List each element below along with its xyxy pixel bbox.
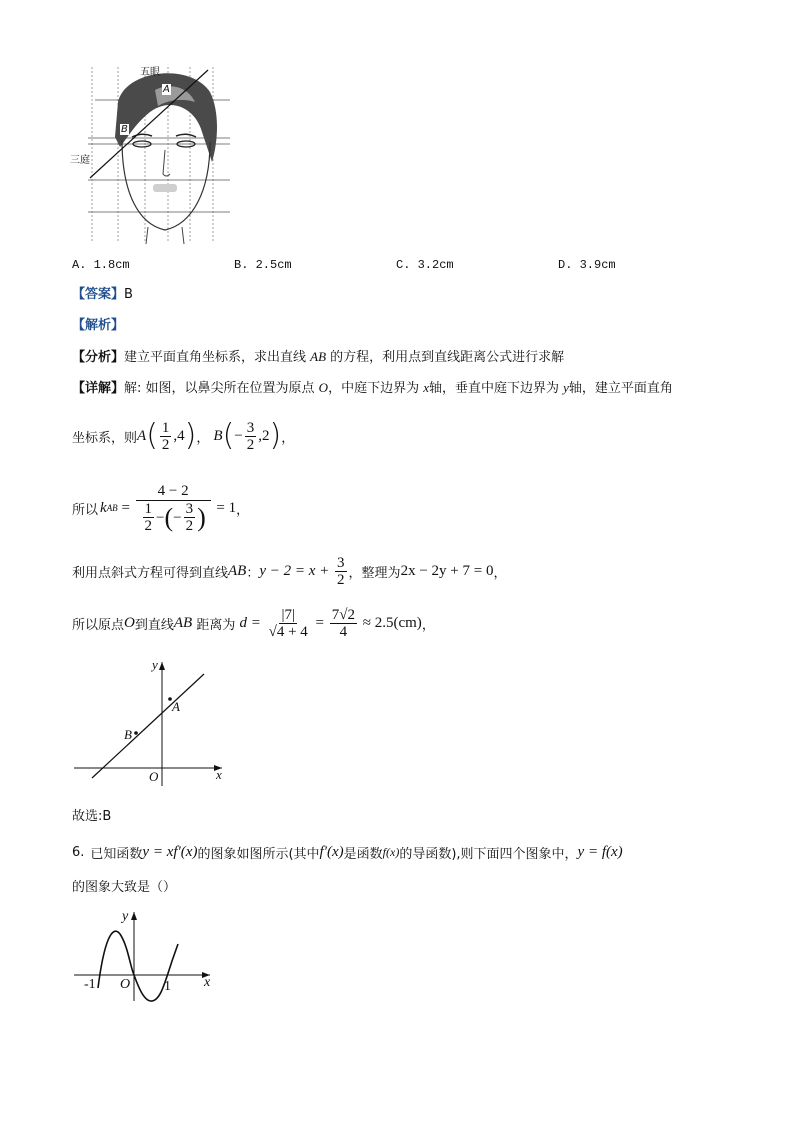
slope-den-minus: − [156,509,165,526]
q6-text-3: 是函数 [343,846,383,862]
slope-den-frac-b [184,501,196,534]
xiangjie-o: O [318,380,329,395]
cubic-graph [72,906,222,1006]
line-eq-general: 2x − 2y + 7 = 0 [400,562,494,579]
distance-num-1: |7| [281,606,295,623]
line-graph-svg [72,656,232,786]
distance-den-2: 4 [339,623,348,640]
slope-inner-neg: − [173,509,182,526]
slope-line [72,474,249,542]
option-b: B. 2.5cm [234,258,292,272]
slope-den-frac-a [143,501,155,534]
portrait-label-left: 三庭 [70,155,90,166]
answer-value: B [124,287,133,302]
distance-text-1: 所以原点 [72,617,125,633]
b-num: 3 [246,419,255,436]
answer-line [72,286,133,304]
distance-fraction-1 [267,607,310,640]
fenxi-text-1: 建立平面直角坐标系，求出直线 [124,350,311,365]
slope-eq: = [117,499,134,516]
xiangjie-text-3: 轴，垂直中庭下边界为 [428,381,564,396]
slope-paren-close: ) [197,502,206,532]
xiangjie-x: x [423,380,429,395]
paren-close-a: ) [184,418,197,453]
q6-func-4: y = f(x) [577,843,623,860]
xiangjie-line-1 [72,379,673,398]
xiangjie-line-2 [72,416,294,456]
point-b-label: B [213,427,223,444]
line-equation [72,551,506,591]
paren-close-b: ) [269,418,282,453]
distance-den-1: √4 + 4 [268,623,308,640]
point-a-label: A [137,427,147,444]
slope-num: 4 − 2 [136,482,211,501]
slope-den-a: 1 [144,501,152,517]
slope-prefix: 所以 [72,502,99,518]
portrait-figure [70,62,230,244]
portrait-label-top: 五眼 [140,67,160,78]
portrait-svg [70,62,230,244]
slope-k: k [100,499,107,516]
b-den: 2 [246,436,255,453]
slope-den [139,501,208,534]
graph1-b-label: B [124,727,132,742]
q6-func-2: f′(x) [319,843,344,860]
graph1-o-label: O [149,769,159,784]
coord-sep: ， [196,430,210,446]
a-den: 2 [161,436,170,453]
fenxi-tag: 【分析】 [72,350,125,365]
fenxi-ab: AB [310,349,327,364]
line-eq-text-1: 利用点斜式方程可得到直线 [72,565,229,581]
distance-d: d = [239,614,265,631]
b-x-fraction [245,420,257,453]
line-eq-lhs: y − 2 = x + [259,562,334,579]
slope-result: = 1 [212,499,237,516]
xiangjie-y: y [563,380,569,395]
line-eq-text-2: ，整理为 [348,565,401,581]
a-rest: ,4 [173,427,185,444]
line-eq-ab: AB [228,562,247,579]
distance-eq: = [311,614,328,631]
b-neg: − [234,427,243,444]
line-eq-fraction [335,555,347,588]
graph2-x-label: x [204,975,211,990]
distance-o: O [124,614,135,631]
graph1-x-label: x [216,767,222,782]
q6-line-1 [72,840,623,864]
q6-func-1: y = xf′(x) [142,843,198,860]
coord-text: 坐标系，则 [72,430,138,446]
fenxi-line [72,348,564,367]
slope-inner-num: 3 [185,501,194,517]
slope-den-b: 2 [144,518,152,534]
line-eq-end: ， [493,565,507,581]
graph2-y-label: y [122,909,129,924]
answer-tag: 【答案】 [72,287,125,302]
q6-func-3: f(x) [382,844,400,859]
q6-text-1: 已知函数 [90,846,143,862]
graph2-neg1-label: -1 [84,977,96,992]
portrait-point-a: A [163,84,170,95]
paren-open-a: ( [146,418,158,453]
choice-line: 故选:B [72,809,112,824]
distance-text-2: 到直线 [134,617,174,633]
q6-number: 6. [72,844,85,860]
paren-open-b: ( [222,418,235,453]
slope-paren-open: ( [164,502,174,532]
slope-end: ， [236,502,250,518]
line-eq-num: 3 [337,554,345,571]
distance-text-3: 距离为 [192,617,240,633]
option-d: D. 3.9cm [558,258,616,272]
distance-num-2: 7√2 [331,606,355,623]
graph2-o-label: O [120,977,131,992]
coord-end: ， [281,430,295,446]
slope-sub: AB [106,503,118,513]
xiangjie-text-1: 解: 如图，以鼻尖所在位置为原点 [124,381,319,396]
graph1-a-label: A [172,699,180,714]
xiangjie-text-2: ，中庭下边界为 [328,381,424,396]
line-graph [72,656,232,786]
distance-fraction-2 [330,607,357,640]
q6-text-2: 的图象如图所示(其中 [197,846,320,862]
a-x-fraction [160,420,172,453]
distance-ab: AB [173,614,193,631]
distance-approx: ≈ 2.5(cm) [359,614,422,631]
q6-text-4: 的导函数),则下面四个图象中， [399,846,578,862]
line-eq-colon: ： [246,565,260,581]
slope-fraction [136,482,211,534]
distance-end: ， [421,617,435,633]
graph1-y-label: y [152,657,158,672]
xiangjie-text-4: 轴，建立平面直角 [568,381,673,396]
b-rest: ,2 [258,427,270,444]
option-a: A. 1.8cm [72,258,130,272]
option-c: C. 3.2cm [396,258,454,272]
fenxi-text-2: 的方程，利用点到直线距离公式进行求解 [326,350,565,365]
graph2-one-label: 1 [164,979,171,994]
slope-inner-den: 2 [185,518,194,534]
line-eq-den: 2 [337,571,345,588]
xiangjie-tag: 【详解】 [72,381,125,396]
a-num: 1 [161,419,170,436]
analysis-tag: 【解析】 [72,318,125,333]
q6-line-2: 的图象大致是（） [72,880,177,895]
portrait-point-b: B [121,124,128,135]
distance-line [72,602,435,644]
